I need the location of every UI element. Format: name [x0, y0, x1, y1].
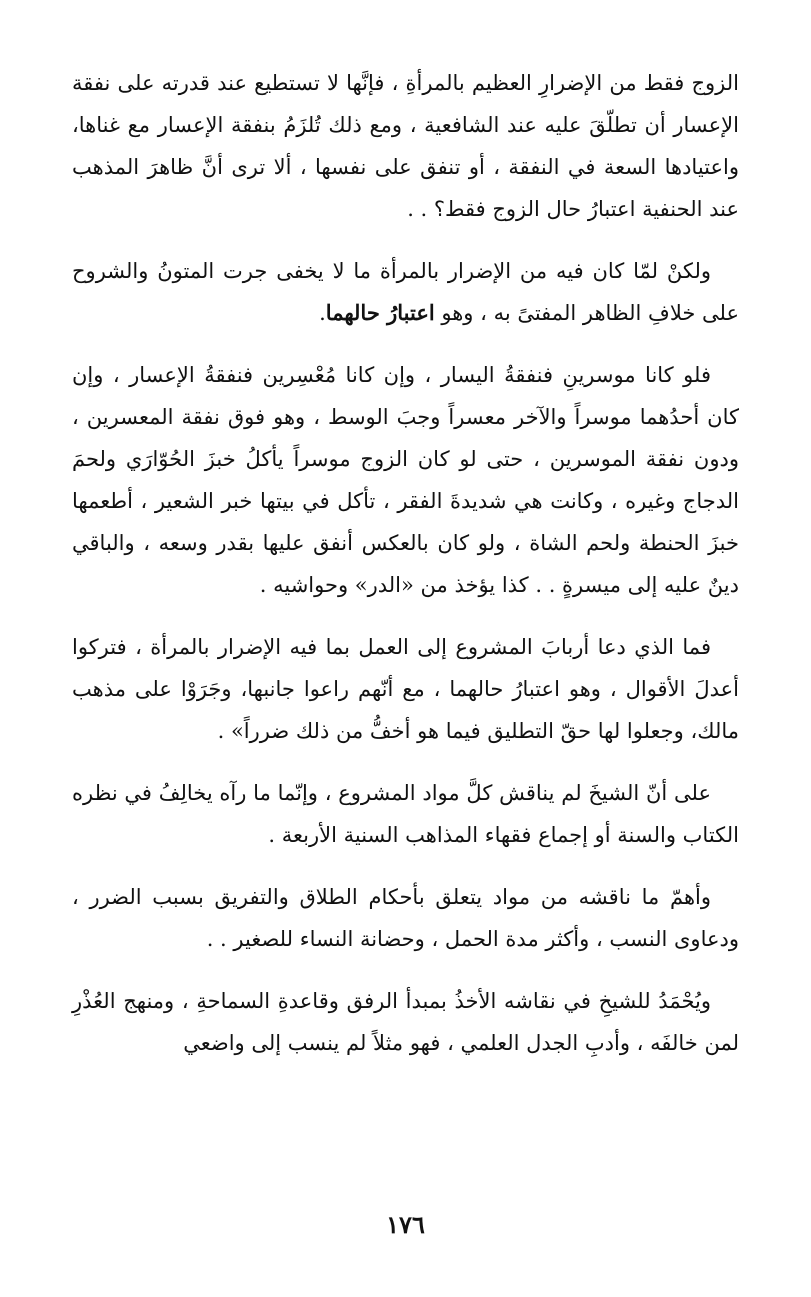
paragraph-5-text: على أنّ الشيخَ لم يناقش كلَّ مواد المشروع ، وإنّما ما رآه يخالِفُ في نظره الكتاب والسنة أو إجماع فقهاء المذاهب السنية الأربعة . — [72, 781, 739, 847]
paragraph-4 — [72, 626, 739, 752]
paragraph-2-end: . — [319, 301, 326, 325]
paragraph-1-text: الزوج فقط من الإضرارِ العظيم بالمرأةِ ، فإنَّها لا تستطيع عند قدرته على نفقة الإعسار أن تطلّقَ عليه عند الشافعية ، ومع ذلك تُلزَمُ بنفقة الإعسار مع غناها، واعتيادها السعة في النفقة ، أو تنفق على نفسها ، ألا ترى أنَّ ظاهرَ المذهب عند الحنفية اعتبارُ حال الزوج فقط؟ . . — [72, 71, 739, 221]
paragraph-4-text: فما الذي دعا أربابَ المشروع إلى العمل بما فيه الإضرار بالمرأة ، فتركوا أعدلَ الأقوال ، وهو اعتبارُ حالهما ، مع أنّهم راعوا جانبها، وجَرَوْا على مذهب مالك، وجعلوا لها حقّ التطليق فيما هو أخفُّ من ذلك ضرراً» . — [72, 635, 739, 743]
paragraph-2-bold-phrase: اعتبارُ حالهما — [325, 300, 435, 325]
paragraph-3 — [72, 354, 739, 606]
page-number: ١٧٦ — [386, 1210, 425, 1239]
paragraph-2 — [72, 250, 739, 334]
paragraph-3-text: فلو كانا موسرينِ فنفقةُ اليسار ، وإن كانا مُعْسِرين فنفقةُ الإعسار ، وإن كان أحدُهما موسراً والآخر معسراً وجبَ الوسط ، وهو فوق نفقة المعسرين ، ودون نفقة الموسرين ، حتى لو كان الزوج موسراً يأكلُ خبزَ الحُوّارَي ولحمَ الدجاج وغيره ، وكانت هي شديدةَ الفقر ، تأكل في بيتها خبر الشعير ، أطعمها خبزَ الحنطة ولحم الشاة ، ولو كان بالعكس أنفق عليها بقدر وسعه ، والباقي دينٌ عليه إلى ميسرةٍ . . كذا يؤخذ من «الدر» وحواشيه . — [72, 363, 739, 597]
paragraph-5 — [72, 772, 739, 856]
paragraph-7 — [72, 980, 739, 1064]
paragraph-6-text: وأهمّ ما ناقشه من مواد يتعلق بأحكام الطلاق والتفريق بسبب الضرر ، ودعاوى النسب ، وأكثر مدة الحمل ، وحضانة النساء للصغير . . — [72, 885, 739, 951]
page-body — [72, 62, 739, 1084]
paragraph-6 — [72, 876, 739, 960]
paragraph-7-text: ويُحْمَدُ للشيخِ في نقاشه الأخذُ بمبدأ الرفق وقاعدةِ السماحةِ ، ومنهج العُذْرِ لمن خالفَه ، وأدبِ الجدل العلمي ، فهو مثلاً لم ينسب إلى واضعي — [72, 989, 739, 1055]
paragraph-2-text: ولكنْ لمّا كان فيه من الإضرار بالمرأة ما لا يخفى جرت المتونُ والشروح على خلافِ الظاهر المفتىً به ، وهو — [72, 259, 739, 325]
paragraph-1 — [72, 62, 739, 230]
